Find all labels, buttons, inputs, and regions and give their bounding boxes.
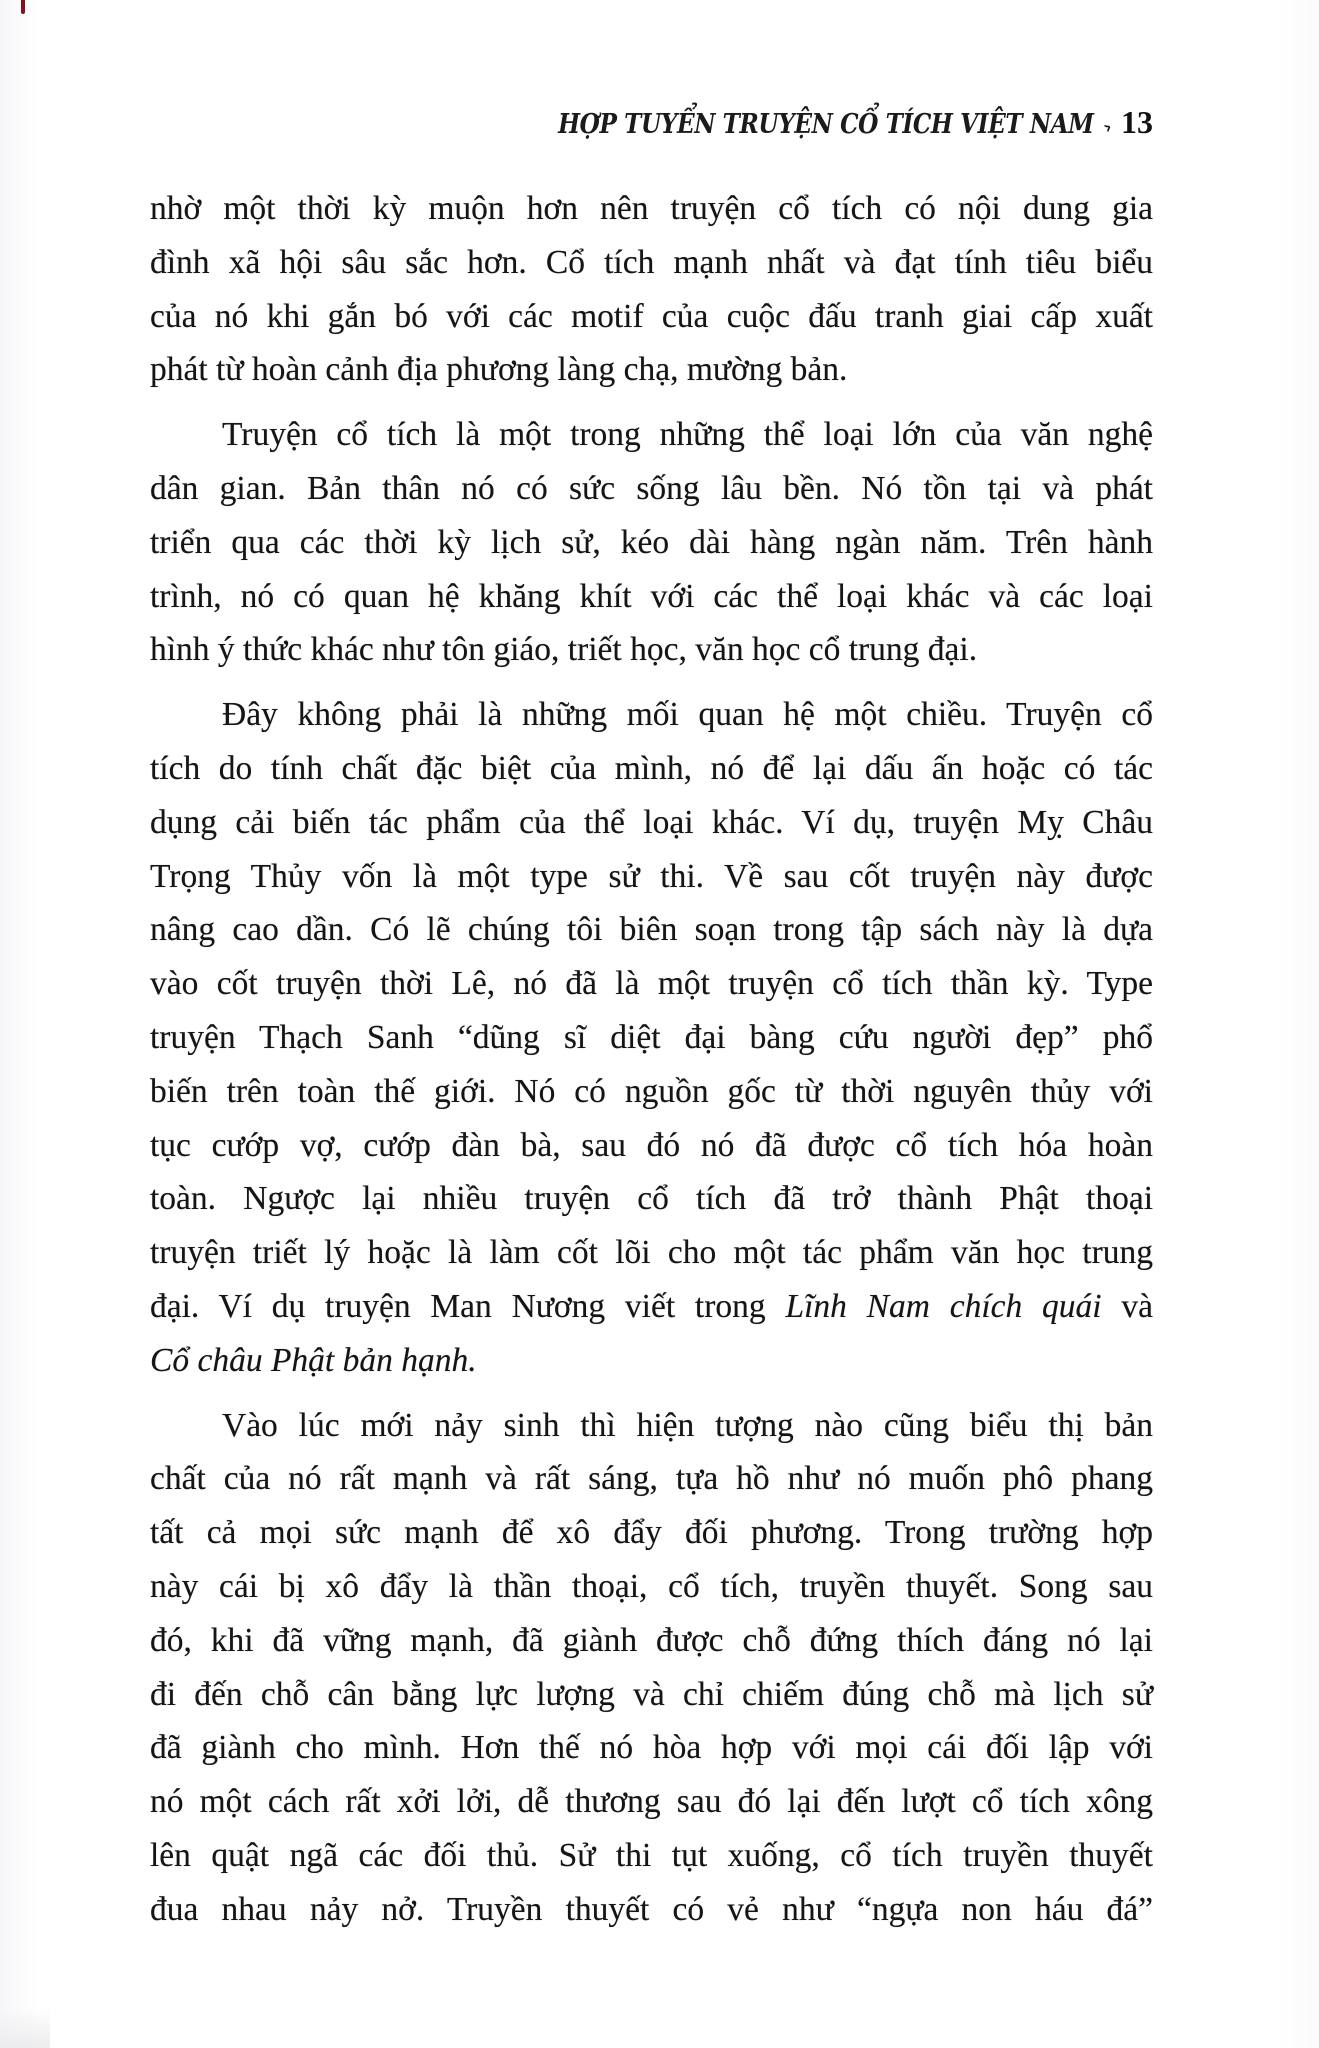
page-corner-mark: [21, 0, 25, 14]
text-line: hình ý thức khác như tôn giáo, triết học, văn học cổ trung đại.: [150, 631, 978, 669]
body-text: [150, 182, 1153, 1937]
text-line: đó, khi đã vững mạnh, đã giành được chỗ đứng thích đáng nó lại: [150, 1621, 1153, 1659]
text-line: Truyện cổ tích là một trong những thể loại lớn của văn nghệ: [222, 416, 1153, 454]
text-line: của nó khi gắn bó với các motif của cuộc đấu tranh giai cấp xuất: [150, 297, 1153, 335]
running-title: HỢP TUYỂN TRUYỆN CỔ TÍCH VIỆT NAM: [558, 109, 1094, 140]
text-line: truyện Thạch Sanh “dũng sĩ diệt đại bàng cứu người đẹp” phổ: [150, 1018, 1153, 1056]
text-line: phát từ hoàn cảnh địa phương làng chạ, mường bản.: [150, 351, 848, 389]
text-line: đi đến chỗ cân bằng lực lượng và chỉ chiếm đúng chỗ mà lịch sử: [150, 1675, 1153, 1713]
text-line: đua nhau nảy nở. Truyền thuyết có vẻ như “ngựa non háu đá”: [150, 1890, 1153, 1928]
text-line: dân gian. Bản thân nó có sức sống lâu bền. Nó tồn tại và phát: [150, 469, 1153, 507]
text-line: nó một cách rất xởi lởi, dễ thương sau đó lại đến lượt cổ tích xông: [150, 1783, 1153, 1821]
text-line: truyện triết lý hoặc là làm cốt lõi cho một tác phẩm văn học trung: [150, 1234, 1153, 1272]
text-line: vào cốt truyện thời Lê, nó đã là một truyện cổ tích thần kỳ. Type: [150, 965, 1153, 1003]
text-line: tích do tính chất đặc biệt của mình, nó để lại dấu ấn hoặc có tác: [150, 749, 1153, 787]
paragraph-4: [150, 1399, 1153, 1937]
running-header: [471, 104, 1153, 141]
text-line: triển qua các thời kỳ lịch sử, kéo dài hàng ngàn năm. Trên hành: [150, 523, 1153, 561]
text-line: tất cả mọi sức mạnh để xô đẩy đối phương. Trong trường hợp: [150, 1514, 1153, 1552]
text-line: Trọng Thủy vốn là một type sử thi. Về sau cốt truyện này được: [150, 857, 1153, 895]
text-fragment: đại. Ví dụ truyện Man Nương viết trong: [150, 1287, 786, 1325]
text-fragment: và: [1101, 1287, 1154, 1325]
text-line: nâng cao dần. Có lẽ chúng tôi biên soạn trong tập sách này là dựa: [150, 911, 1153, 949]
paragraph-1: [150, 182, 1153, 397]
text-line: [150, 1334, 1153, 1388]
scan-edge-shadow: [0, 2008, 50, 2048]
book-title: Lĩnh Nam chích quái: [785, 1287, 1102, 1325]
text-line: lên quật ngã các đối thủ. Sử thi tụt xuống, cổ tích truyền thuyết: [150, 1836, 1153, 1874]
text-line: biến trên toàn thế giới. Nó có nguồn gốc từ thời nguyên thủy với: [150, 1072, 1153, 1110]
paragraph-3: [150, 688, 1153, 1387]
text-line: đình xã hội sâu sắc hơn. Cổ tích mạnh nhất và đạt tính tiêu biểu: [150, 243, 1153, 281]
text-line: Vào lúc mới nảy sinh thì hiện tượng nào cũng biểu thị bản: [222, 1406, 1153, 1444]
text-line: nhờ một thời kỳ muộn hơn nên truyện cổ tích có nội dung gia: [150, 190, 1153, 227]
text-line: tục cướp vợ, cướp đàn bà, sau đó nó đã được cổ tích hóa hoàn: [150, 1126, 1153, 1164]
text-line: này cái bị xô đẩy là thần thoại, cổ tích, truyền thuyết. Song sau: [150, 1567, 1153, 1605]
text-line: dụng cải biến tác phẩm của thể loại khác. Ví dụ, truyện Mỵ Châu: [150, 803, 1153, 841]
text-line: chất của nó rất mạnh và rất sáng, tựa hồ như nó muốn phô phang: [150, 1460, 1153, 1498]
text-line: trình, nó có quan hệ khăng khít với các thể loại khác và các loại: [150, 577, 1153, 615]
book-title: Cổ châu Phật bản hạnh.: [150, 1341, 477, 1379]
header-separator-icon: ›: [1098, 116, 1116, 139]
paragraph-2: [150, 408, 1153, 677]
text-line: Đây không phải là những mối quan hệ một chiều. Truyện cổ: [222, 696, 1153, 734]
text-line-with-titles: [150, 1280, 1153, 1334]
text-line: toàn. Ngược lại nhiều truyện cổ tích đã trở thành Phật thoại: [150, 1180, 1153, 1218]
text-line: đã giành cho mình. Hơn thế nó hòa hợp với mọi cái đối lập với: [150, 1729, 1153, 1767]
page-number: 13: [1121, 104, 1153, 140]
